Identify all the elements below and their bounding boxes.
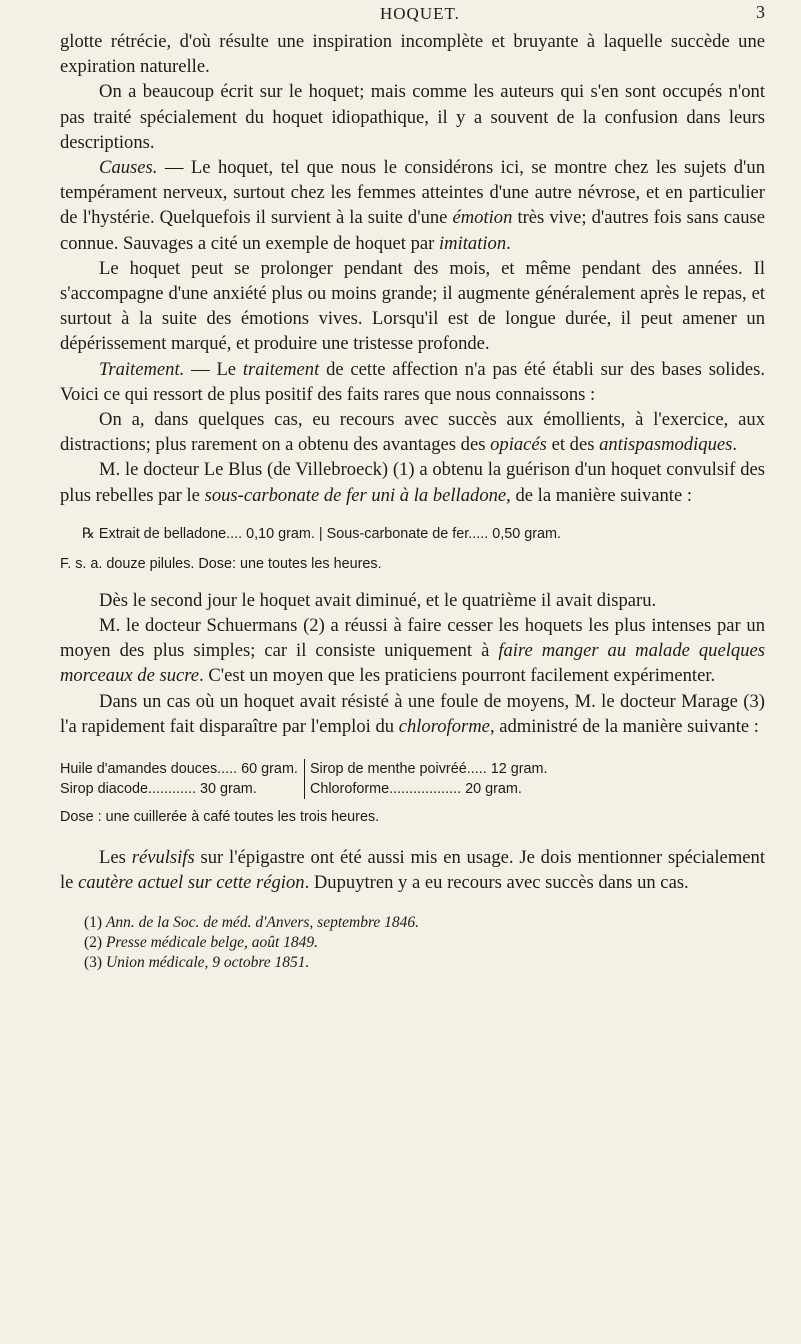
emphasis-emotion: émotion — [452, 207, 513, 229]
footnote-number: (3) — [84, 954, 103, 972]
prescription-1-item-2: Sous-carbonate de fer..... 0,50 gram. — [326, 525, 562, 542]
p9-text-a: M. le docteur Schuermans (2) a réussi à faire cesser les hoquets les plus intenses par un moyen des plus simples; car il consiste uniquement à — [60, 615, 765, 662]
emphasis-sucre: faire manger au malade quelques morceaux de sucre — [60, 640, 765, 687]
paragraph-11 — [60, 845, 765, 895]
p6-text-a: On a, dans quelques cas, eu recours avec succès aux émollients, à l'exercice, aux distractions; plus rarement on a obtenu des avantages des — [60, 409, 765, 456]
footnote-text: Union médicale, 9 octobre 1851. — [105, 954, 310, 972]
emphasis-cautere: cautère actuel sur cette région — [78, 872, 305, 894]
page-number: 3 — [756, 2, 765, 22]
paragraph-9 — [60, 613, 765, 689]
footnote — [84, 933, 765, 953]
paragraph-traitement — [60, 357, 765, 407]
prescription-2-dose: Dose : une cuillerée à café toutes les trois heures. — [60, 809, 380, 826]
emphasis-chloroforme: chloroforme — [398, 715, 490, 737]
footnote — [84, 913, 765, 933]
p10-text-b: , administré de la manière suivante : — [489, 715, 759, 737]
prescription-1-separator: | — [318, 525, 323, 542]
p7-text-b: , de la manière suivante : — [506, 484, 693, 506]
footnote-text: Ann. de la Soc. de méd. d'Anvers, septembre 1846. — [105, 914, 420, 932]
causes-text-a: — Le hoquet, tel que nous le considérons ici, se montre chez les sujets d'un tempérament nerveux, surtout chez les femmes atteintes d'une autre névrose, et en particulier de l'hystérie. Quelquefois il survient à la suite d'une — [60, 157, 765, 229]
prescription-1-item-1: Extrait de belladone.... 0,10 gram. — [98, 525, 315, 542]
emphasis-sous-carbonate: sous-carbonate de fer uni à la belladone — [204, 484, 507, 506]
footnote — [84, 953, 765, 973]
emphasis-revulsifs: révulsifs — [131, 847, 195, 869]
paragraph-4: Le hoquet peut se prolonger pendant des mois, et même pendant des années. Il s'accompagne d'une anxiété plus ou moins grande; il augmente généralement après le repas, et surtout à la suite des émotions vives. Lorsqu'il est de longue durée, il peut amener un dépérissement marqué, et produire une tristesse profonde. — [60, 257, 765, 355]
prescription-1 — [60, 524, 765, 544]
prescription-2-right-column — [304, 759, 548, 799]
prescription-2 — [60, 759, 765, 799]
paragraph-causes — [60, 155, 765, 256]
p11-text-c: . Dupuytren y a eu recours avec succès dans un cas. — [304, 872, 689, 894]
paragraph-6 — [60, 407, 765, 457]
paragraph-8: Dès le second jour le hoquet avait diminué, et le quatrième il avait disparu. — [99, 589, 657, 611]
prescription-2-left-column — [60, 759, 304, 799]
prescription-1-dose: F. s. a. douze pilules. Dose: une toutes les heures. — [60, 555, 382, 572]
page-body — [60, 29, 765, 973]
paragraph-7 — [60, 457, 765, 507]
causes-text-b: très vive; d'autres fois sans cause connue. Sauvages a cité un exemple de hoquet par — [60, 207, 765, 254]
paragraph-10 — [60, 689, 765, 739]
paragraph-2: On a beaucoup écrit sur le hoquet; mais comme les auteurs qui s'en sont occupés n'ont pas traité spécialement du hoquet idiopathique, il y a souvent de la confusion dans leurs descriptions. — [60, 81, 765, 153]
paragraph-1: glotte rétrécie, d'où résulte une inspiration incomplète et bruyante à laquelle succède une expiration naturelle. — [60, 31, 765, 78]
footnotes — [60, 913, 765, 973]
emphasis-antispasmodiques: antispasmodiques — [599, 434, 733, 456]
causes-text-c: . — [506, 232, 511, 254]
p10-text-a: Dans un cas où un hoquet avait résisté à une foule de moyens, M. le docteur Marage (3) l'a rapidement fait disparaître par l'emploi du — [60, 690, 765, 737]
traitement-text-a: — Le — [184, 358, 243, 380]
footnote-number: (2) — [84, 934, 103, 952]
page-header — [60, 4, 795, 30]
prescription-2-line: Huile d'amandes douces..... 60 gram. — [60, 761, 298, 778]
p6-text-c: . — [732, 434, 738, 456]
emphasis-traitement: traitement — [242, 358, 320, 380]
running-title: HOQUET. — [380, 4, 460, 23]
footnote-text: Presse médicale belge, août 1849. — [105, 934, 319, 952]
prescription-2-line: Chloroforme.................. 20 gram. — [309, 781, 522, 798]
p6-text-b: et des — [546, 434, 600, 456]
p9-text-b: . C'est un moyen que les praticiens pourront facilement expérimenter. — [199, 665, 716, 687]
traitement-text-b: de cette affection n'a pas été établi sur des bases solides. Voici ce qui ressort de plus positif des faits rares que nous connaissons : — [60, 358, 765, 405]
footnote-number: (1) — [84, 914, 103, 932]
p11-text-b: sur l'épigastre ont été aussi mis en usage. Je dois mentionner spécialement le — [60, 847, 765, 894]
p11-text-a: Les — [99, 847, 132, 869]
emphasis-opiaces: opiacés — [490, 434, 547, 456]
section-label-traitement: Traitement. — [99, 358, 185, 380]
prescription-symbol: ℞ — [82, 525, 95, 542]
emphasis-imitation: imitation — [438, 232, 507, 254]
prescription-2-line: Sirop diacode............ 30 gram. — [60, 781, 257, 798]
p7-text-a: M. le docteur Le Blus (de Villebroeck) (1) a obtenu la guérison d'un hoquet convulsif des plus rebelles par le — [60, 459, 765, 506]
section-label-causes: Causes. — [99, 157, 158, 179]
prescription-2-line: Sirop de menthe poivréé..... 12 gram. — [309, 761, 548, 778]
